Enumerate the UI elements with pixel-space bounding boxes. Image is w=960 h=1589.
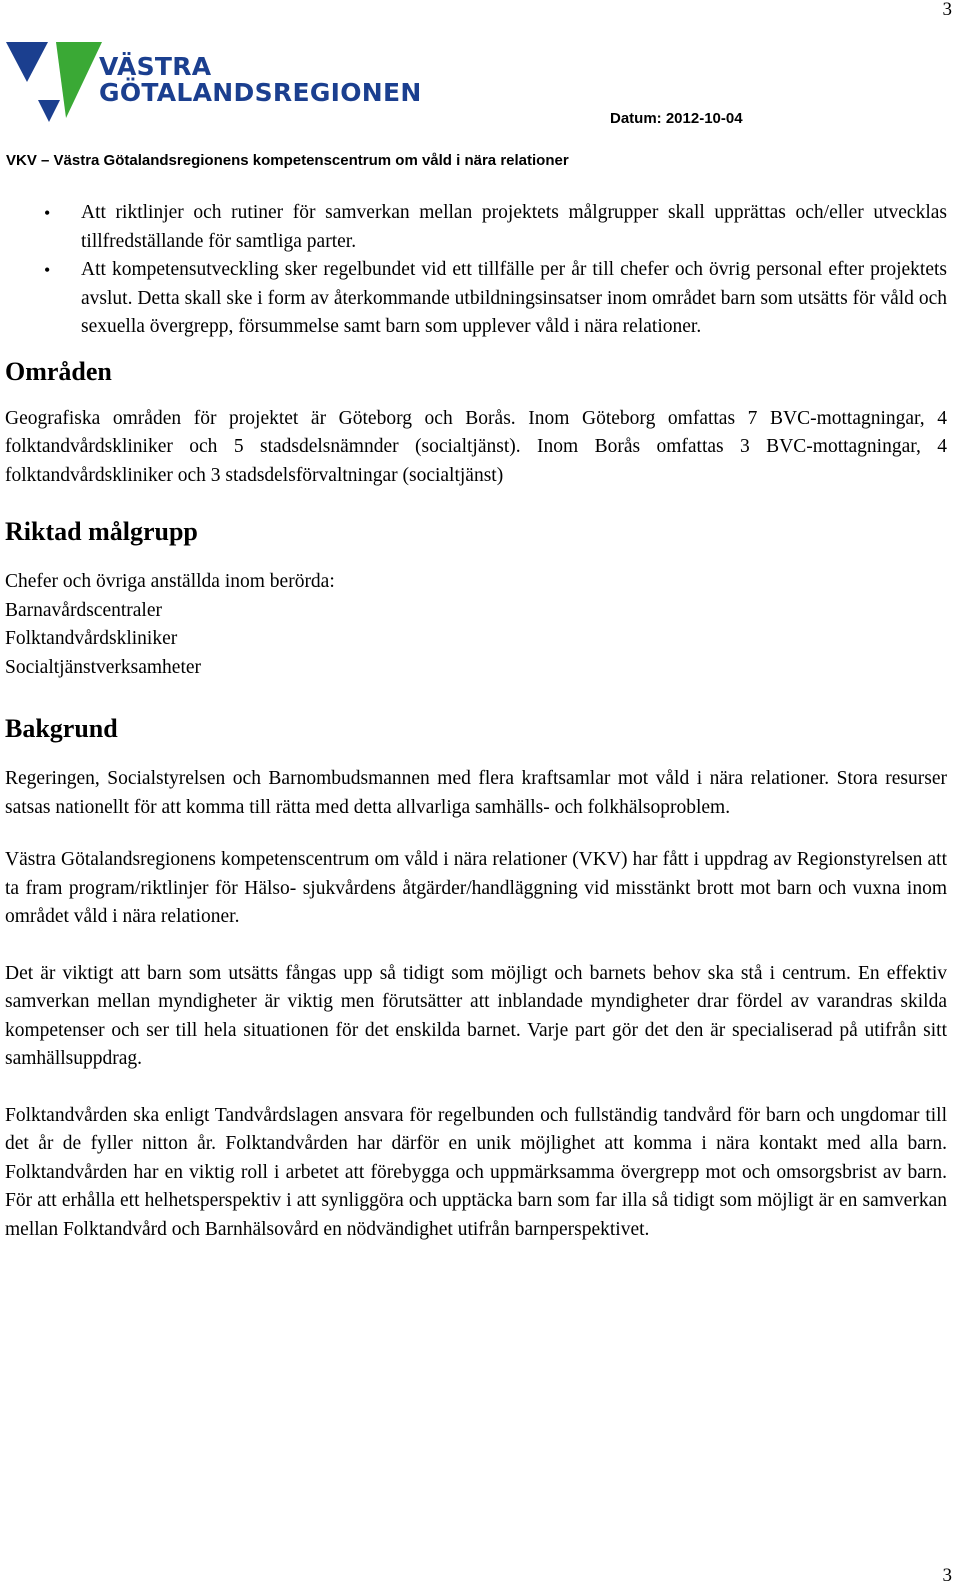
bakgrund-paragraph-1: Regeringen, Socialstyrelsen och Barnombudsmannen med flera kraftsamlar mot våld i nära relationer. Stora resurser satsas nationellt för att komma till rätta med detta allvarliga samhälls- och folkhälsoproblem. [5, 768, 947, 818]
malgrupp-list [5, 597, 947, 683]
vgr-logo-mark-icon [4, 38, 104, 126]
bakgrund-paragraph-2: Västra Götalandsregionens kompetenscentrum om våld i nära relationer (VKV) har fått i uppdrag av Regionstyrelsen att ta fram program/riktlinjer för Hälso- sjukvårdens åtgärder/handläggning vid misstänkt brott mot barn och vuxna inom området våld i nära relationer. [5, 849, 947, 927]
heading-omraden: Områden [5, 356, 112, 386]
document-date: Datum: 2012-10-04 [610, 110, 743, 127]
bullet-item: • Att kompetensutveckling sker regelbundet vid ett tillfälle per år till chefer och övrig personal efter projektets avslut. Detta skall ske i form av återkommande utbildningsinsatser inom området barn som utsätts för våld och sexuella övergrepp, försummelse samt barn som upplever våld i nära relationer. [81, 256, 947, 342]
page-number-bottom: 3 [942, 1565, 952, 1586]
logo-wordmark [99, 54, 422, 106]
bakgrund-paragraph-3: Det är viktigt att barn som utsätts fångas upp så tidigt som möjligt och barnets behov ska stå i centrum. En effektiv samverkan mellan myndigheter är viktig men förutsätter att inblandade myndigheter drar fördel av varandras skilda kompetenser och ser till hela situationen för det enskilda barnet. Varje part gör det den är specialiserad på utifrån sitt samhällsuppdrag. [5, 962, 947, 1069]
bullet-item: • Att riktlinjer och rutiner för samverkan mellan projektets målgrupper skall upprättas och/eller utvecklas tillfredställande för samtliga parter. [81, 199, 947, 256]
vgr-logo [4, 38, 422, 128]
list-item: Folktandvårdskliniker [5, 628, 178, 649]
goal-bullet-list [5, 199, 947, 342]
list-item: Socialtjänstverksamheter [5, 656, 202, 678]
logo-line-1: VÄSTRA [99, 52, 212, 81]
list-item: Barnavårdscentraler [5, 599, 162, 621]
document-header [4, 38, 954, 178]
document-body [5, 199, 947, 1244]
logo-line-2: GÖTALANDSREGIONEN [99, 78, 422, 107]
bakgrund-paragraph-4: Folktandvården ska enligt Tandvårdslagen ansvara för regelbunden och fullständig tandvård för barn och ungdomar till det år de fyller nitton år. Folktandvården har därför en unik möjlighet att komma i nära kontakt med alla barn. Folktandvården har en viktig roll i arbetet att förebygga och uppmärksamma övergrepp mot och omsorgsbrist av barn. För att erhålla ett helhetsperspektiv i att synliggöra och upptäcka barn som far illa så tidigt som möjligt är en samverkan mellan Folktandvård och Barnhälsovård en nödvändighet utifrån barnperspektivet. [5, 1104, 947, 1240]
malgrupp-intro: Chefer och övriga anställda inom berörda: [5, 571, 335, 592]
heading-bakgrund: Bakgrund [5, 714, 118, 743]
heading-riktad-malgrupp: Riktad målgrupp [5, 517, 198, 546]
page-number-top: 3 [942, 0, 952, 20]
omraden-paragraph: Geografiska områden för projektet är Göteborg och Borås. Inom Göteborg omfattas 7 BVC-mottagningar, 4 folktandvårdskliniker och 5 stadsdelsnämnder (socialtjänst). Inom Borås omfattas 3 BVC-mottagningar, 4 folktandvårdskliniker och 3 stadsdelsförvaltningar (socialtjänst) [5, 407, 947, 486]
organization-name: VKV – Västra Götalandsregionens kompetenscentrum om våld i nära relationer [6, 152, 569, 169]
